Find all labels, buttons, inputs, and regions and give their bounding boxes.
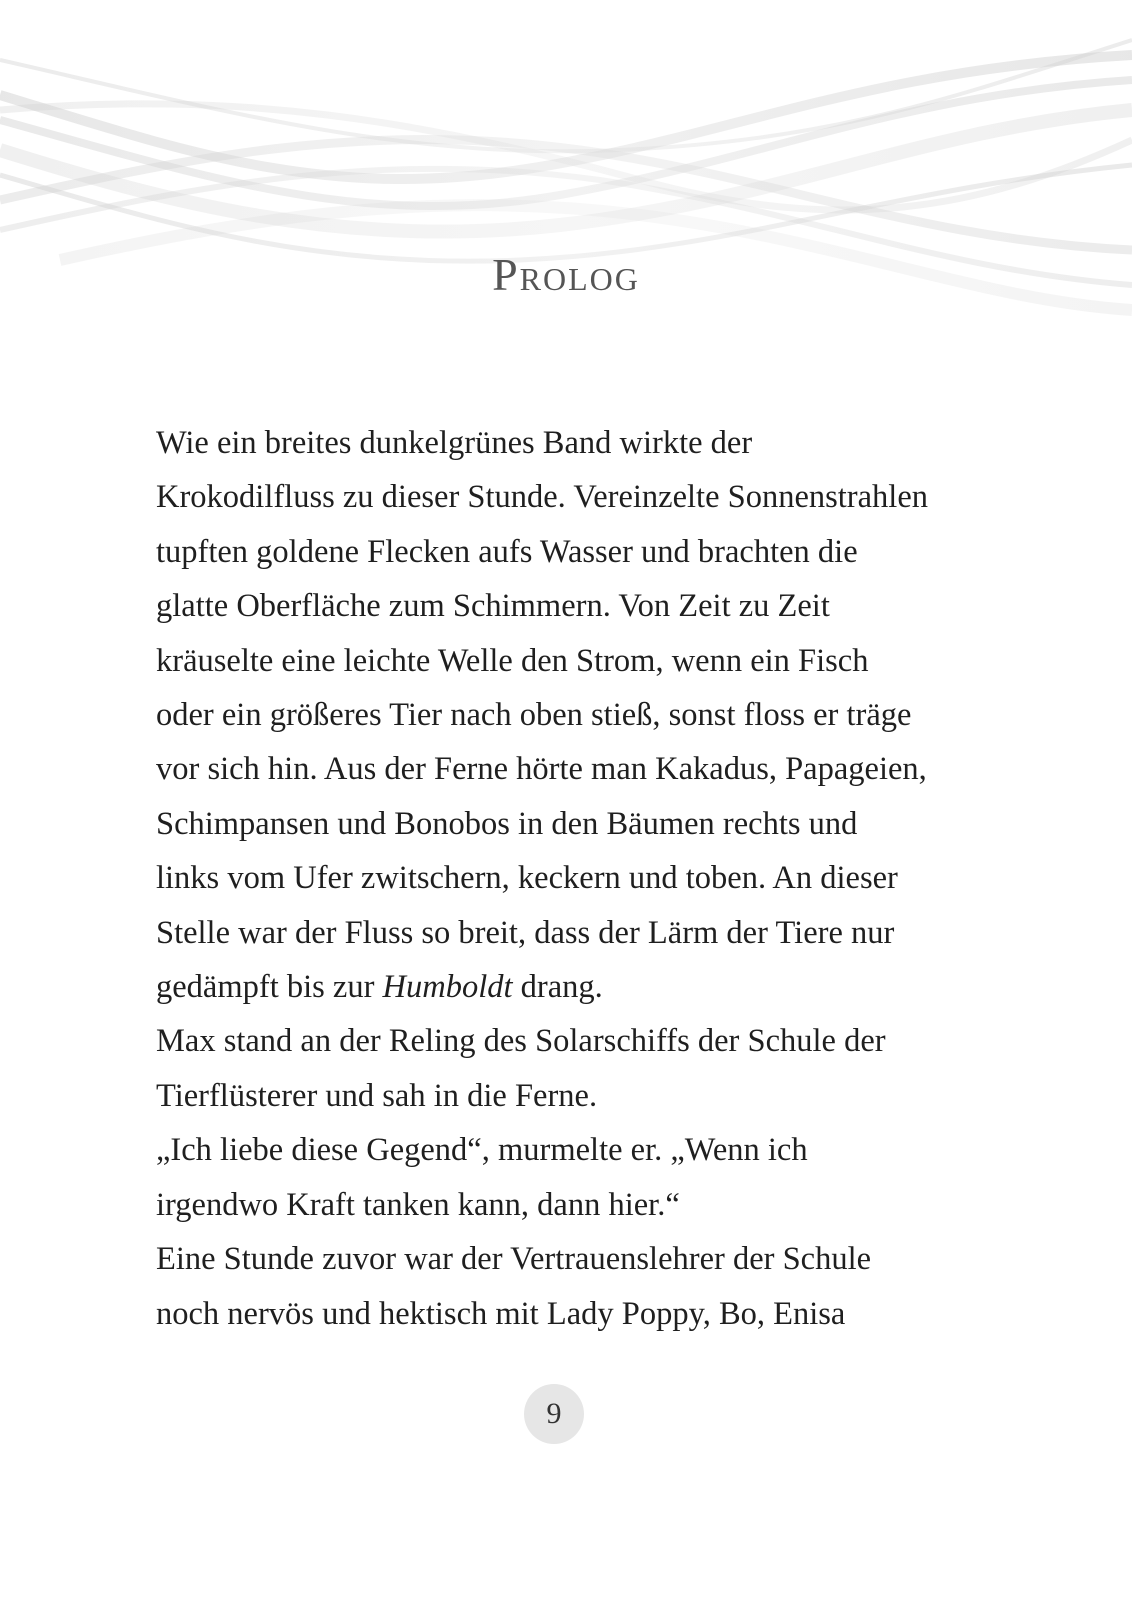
text-line: glatte Oberfläche zum Schimmern. Von Zeit zu Zeit (156, 588, 830, 625)
text-line: Max stand an der Reling des Solarschiffs der Schule der (156, 1023, 886, 1060)
text-line: noch nervös und hektisch mit Lady Poppy, Bo, Enisa (156, 1295, 846, 1332)
text-line: irgendwo Kraft tanken kann, dann hier.“ (156, 1186, 680, 1223)
ship-name-italic: Humboldt (382, 969, 513, 1006)
text-line: kräuselte eine leichte Welle den Strom, wenn ein Fisch (156, 642, 869, 679)
text-line: Krokodilfluss zu dieser Stunde. Vereinzelte Sonnenstrahlen (156, 479, 929, 516)
prose-body (156, 416, 976, 1341)
chapter-title: Prolog (492, 249, 640, 300)
text-line: Wie ein breites dunkelgrünes Band wirkte der (156, 425, 753, 461)
text-line: vor sich hin. Aus der Ferne hörte man Kakadus, Papageien, (156, 751, 927, 788)
text-line (156, 960, 976, 1014)
text-segment: drang. (512, 969, 603, 1006)
text-line: Tierflüsterer und sah in die Ferne. (156, 1077, 598, 1114)
page-number: 9 (524, 1384, 584, 1444)
text-line: links vom Ufer zwitschern, keckern und toben. An dieser (156, 860, 898, 897)
text-line: „Ich liebe diese Gegend“, murmelte er. „Wenn ich (156, 1132, 808, 1169)
text-line: tupften goldene Flecken aufs Wasser und brachten die (156, 533, 858, 570)
text-line: Eine Stunde zuvor war der Vertrauenslehrer der Schule (156, 1241, 872, 1278)
text-segment: gedämpft bis zur (156, 969, 383, 1006)
text-line: oder ein größeres Tier nach oben stieß, sonst floss er träge (156, 697, 912, 734)
text-line: Stelle war der Fluss so breit, dass der Lärm der Tiere nur (156, 914, 895, 951)
text-line: Schimpansen und Bonobos in den Bäumen rechts und (156, 805, 858, 842)
